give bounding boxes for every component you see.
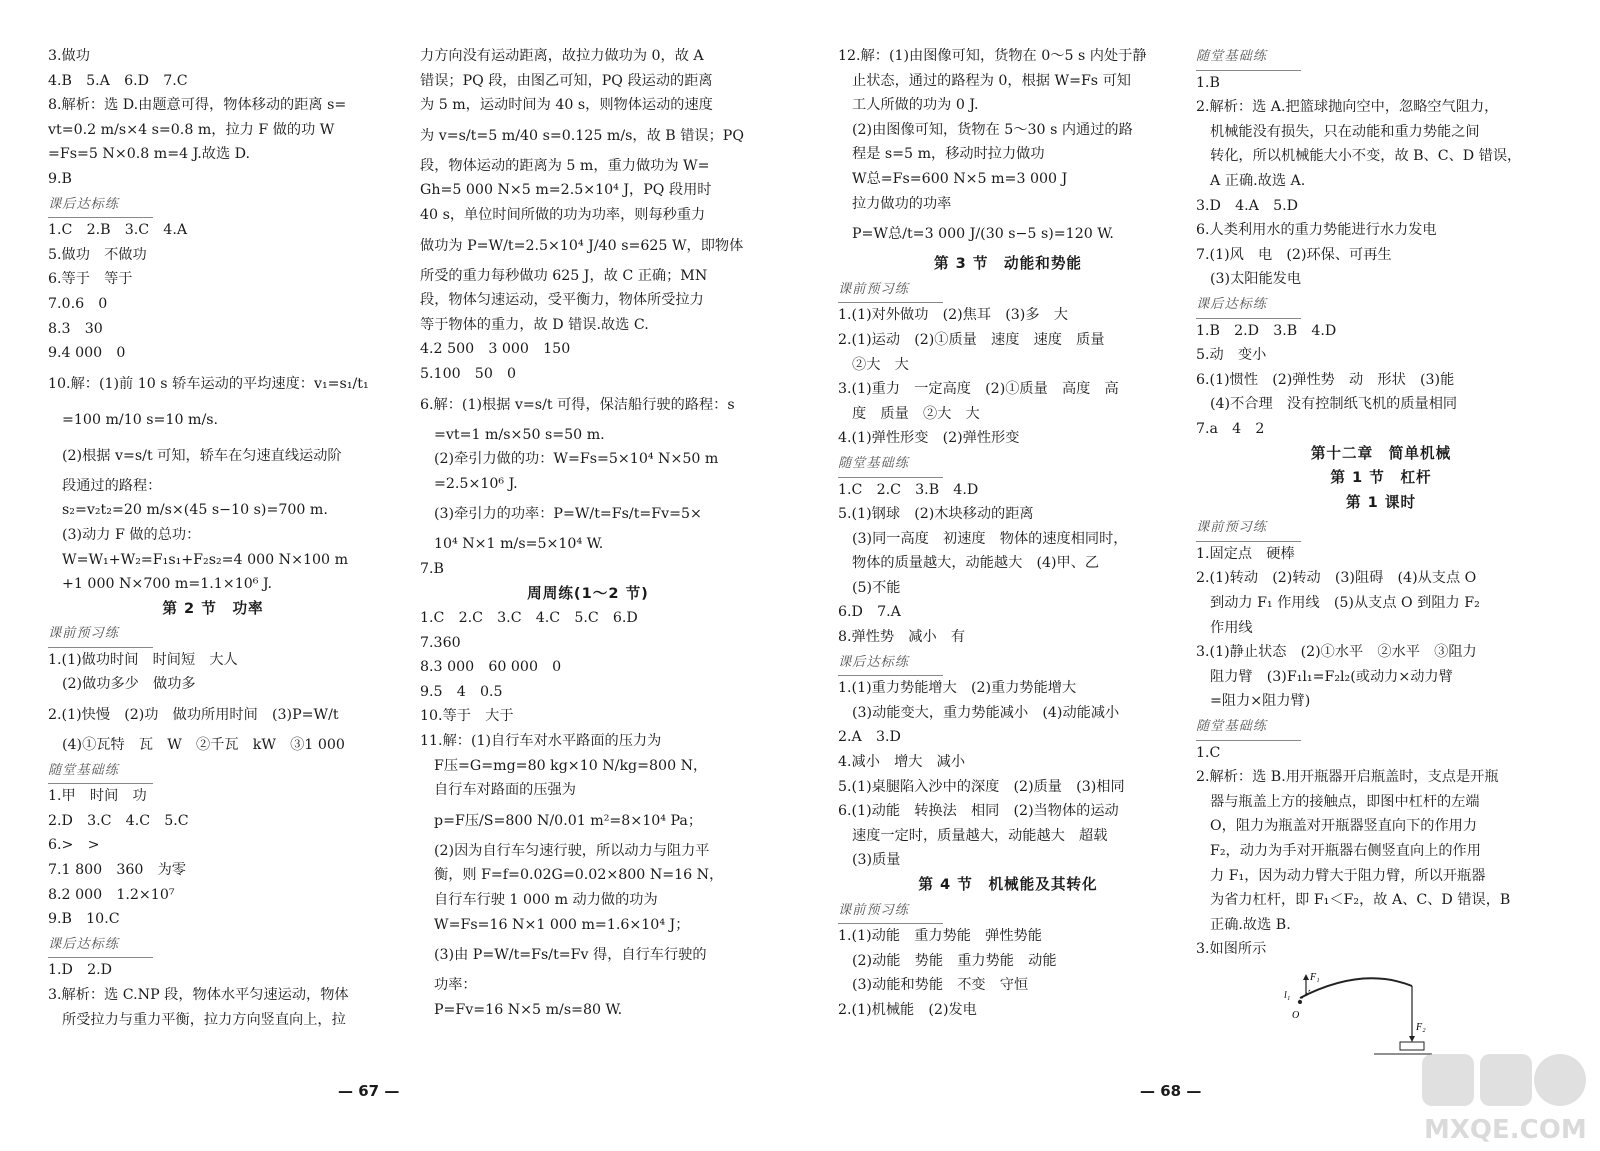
- answer-line: (3)牵引力的功率：P=W/t=Fs/t=Fv=5×: [434, 506, 702, 523]
- answer-line: 10.解：(1)前 10 s 轿车运动的平均速度：v₁=s₁/t₁: [48, 375, 369, 392]
- answer-line: 为省力杠杆，即 F₁＜F₂，故 A、C、D 错误，B: [1210, 892, 1511, 909]
- answer-line: p=F压/S=800 N/0.01 m²=8×10⁴ Pa；: [434, 812, 703, 829]
- answer-line: 到动力 F₁ 作用线 (5)从支点 O 到阻力 F₂: [1210, 595, 1480, 612]
- lever-diagram: [1282, 968, 1432, 1068]
- bottle-cap: [1400, 1042, 1424, 1050]
- answer-line: 5.100 50 0: [420, 365, 517, 382]
- answer-line: A 正确.故选 A.: [1210, 172, 1306, 189]
- answer-line: (3)质量: [852, 852, 901, 869]
- column-4: [1196, 44, 1566, 962]
- answer-line: 2.(1)运动 (2)①质量 速度 速度 质量: [838, 331, 1105, 348]
- answer-line: 5.(1)钢球 (2)木块移动的距离: [838, 506, 1034, 523]
- pivot-point: [1298, 1000, 1302, 1004]
- answer-line: 1.C 2.B 3.C 4.A: [48, 222, 188, 239]
- answer-line: 5.做功 不做功: [48, 246, 147, 263]
- answer-line: 6.> >: [48, 837, 100, 854]
- answer-line: 工人所做的功为 0 J.: [852, 97, 979, 114]
- section-tag: 课前预习练: [48, 622, 153, 648]
- answer-line: 力方向没有运动距离，故拉力做功为 0，故 A: [420, 48, 704, 64]
- answer-line: (3)由 P=W/t=Fs/t=Fv 得，自行车行驶的: [434, 947, 707, 964]
- o-label: O: [1292, 1010, 1300, 1021]
- answer-line: 1.B: [1196, 74, 1220, 91]
- answer-line: 1.固定点 硬棒: [1196, 545, 1295, 562]
- answer-line: (2)因为自行车匀速行驶，所以动力与阻力平: [434, 842, 710, 859]
- column-2: [420, 44, 756, 1022]
- answer-line: 2.(1)快慢 (2)功 做功所用时间 (3)P=W/t: [48, 707, 339, 724]
- answer-line: 11.解：(1)自行车对水平路面的压力为: [420, 733, 662, 750]
- section-heading: 周周练(1～2 节): [527, 584, 649, 602]
- section-tag-row: [48, 621, 378, 648]
- watermark-text: MXQE.COM: [1424, 1115, 1587, 1145]
- section-tag: 课后达标练: [48, 933, 153, 959]
- answer-line: 10.等于 大于: [420, 708, 514, 725]
- answer-line: 2.解析：选 B.用开瓶器开启瓶盖时，支点是开瓶: [1196, 769, 1499, 786]
- section-tag: 随堂基础练: [1196, 45, 1301, 71]
- answer-line: (3)动力 F 做的总功：: [62, 526, 201, 543]
- l1-label: l₁: [1284, 990, 1291, 1001]
- answer-line: 段，物体匀速运动，受平衡力，物体所受拉力: [420, 292, 704, 309]
- answer-line: 6.人类利用水的重力势能进行水力发电: [1196, 222, 1437, 239]
- answer-line: 1.C 2.C 3.B 4.D: [838, 481, 979, 498]
- answer-line: (5)不能: [852, 579, 901, 596]
- answer-line: 12.解：(1)由图像可知，货物在 0～5 s 内处于静: [838, 48, 1147, 64]
- answer-line: (2)牵引力做的功：W=Fs=5×10⁴ N×50 m: [434, 451, 719, 468]
- answer-line: W=W₁+W₂=F₁s₁+F₂s₂=4 000 N×100 m: [62, 551, 349, 568]
- answer-line: 8.3 000 60 000 0: [420, 659, 562, 676]
- answer-line: =2.5×10⁶ J.: [434, 475, 518, 492]
- section-heading: 第 1 节 杠杆: [1330, 469, 1432, 487]
- answer-line: (3)动能和势能 不变 守恒: [852, 977, 1029, 994]
- answer-line: (4)①瓦特 瓦 W ②千瓦 kW ③1 000: [62, 737, 345, 754]
- answer-line: 8.弹性势 减小 有: [838, 629, 966, 646]
- answer-line: 自行车行驶 1 000 m 动力做的功为: [434, 892, 658, 909]
- answer-line: 6.解：(1)根据 v=s/t 可得，保洁船行驶的路程：s: [420, 396, 735, 413]
- answer-line: 7.0.6 0: [48, 295, 108, 312]
- answer-line: 9.4 000 0: [48, 345, 126, 362]
- answer-line: 4.减小 增大 减小: [838, 754, 966, 771]
- section-tag: 课前预习练: [838, 899, 943, 925]
- answer-line: Gh=5 000 N×5 m=2.5×10⁴ J，PQ 段用时: [420, 182, 712, 199]
- answer-line: 6.等于 等于: [48, 271, 133, 288]
- answer-line: 错误；PQ 段，由图乙可知，PQ 段运动的距离: [420, 72, 713, 89]
- answer-line: 力 F₁，因为动力臂大于阻力臂，所以开瓶器: [1210, 867, 1486, 884]
- answer-line: 5.(1)桌腿陷入沙中的深度 (2)质量 (3)相同: [838, 778, 1125, 795]
- answer-line: F压=G=mg=80 kg×10 N/kg=800 N，: [434, 757, 708, 774]
- section-tag: 课前预习练: [838, 278, 943, 304]
- answer-line: 作用线: [1210, 619, 1253, 636]
- answer-line: 所受拉力与重力平衡，拉力方向竖直向上，拉: [62, 1011, 346, 1028]
- answer-line: (4)不合理 没有控制纸飞机的质量相同: [1210, 396, 1458, 413]
- section-tag: 随堂基础练: [48, 759, 153, 785]
- answer-line: 等于物体的重力，故 D 错误.故选 C.: [420, 316, 649, 333]
- section-tag-row: [1196, 44, 1566, 71]
- answer-line: 转化，所以机械能大小不变，故 B、C、D 错误，: [1210, 148, 1522, 165]
- answer-line: 7.a 4 2: [1196, 420, 1265, 437]
- answer-line: 2.A 3.D: [838, 729, 901, 746]
- answer-line: 程是 s=5 m，移动时拉力做功: [852, 146, 1045, 163]
- answer-line: 阻力臂 (3)F₁l₁=F₂l₂(或动力×动力臂: [1210, 668, 1453, 685]
- section-heading: 第 4 节 机械能及其转化: [918, 876, 1098, 893]
- page-number-left: — 67 —: [338, 1082, 400, 1100]
- answer-line: 1.C: [1196, 744, 1221, 761]
- answer-line: 7.(1)风 电 (2)环保、可再生: [1196, 246, 1392, 263]
- f1-label: F₁: [1310, 972, 1320, 983]
- section-tag-row: [48, 932, 378, 959]
- answer-line: P=W总/t=3 000 J/(30 s−5 s)=120 W.: [852, 226, 1114, 243]
- answer-line: 段通过的路程：: [62, 477, 162, 494]
- answer-line: 2.(1)机械能 (2)发电: [838, 1001, 977, 1018]
- section-heading: 第 3 节 动能和势能: [933, 255, 1083, 273]
- section-tag: 课后达标练: [1196, 293, 1301, 319]
- answer-line: 7.360: [420, 634, 461, 651]
- answer-line: 为 v=s/t=5 m/40 s=0.125 m/s，故 B 错误；PQ: [420, 127, 744, 144]
- answer-line: 为 5 m，运动时间为 40 s，则物体运动的速度: [420, 97, 713, 114]
- answer-line: 做功为 P=W/t=2.5×10⁴ J/40 s=625 W，即物体: [420, 237, 744, 254]
- answer-line: 3.解析：选 C.NP 段，物体水平匀速运动，物体: [48, 987, 349, 1003]
- answer-line: 2.(1)转动 (2)转动 (3)阻碍 (4)从支点 O: [1196, 570, 1477, 587]
- answer-line: F₂，动力为手对开瓶器右侧竖直向上的作用: [1210, 843, 1481, 859]
- answer-line: (2)根据 v=s/t 可知，轿车在匀速直线运动阶: [62, 447, 342, 464]
- answer-line: 5.动 变小: [1196, 347, 1267, 364]
- watermark-logo: [1418, 1050, 1588, 1146]
- section-tag: 课前预习练: [1196, 516, 1301, 542]
- section-heading: 第 1 课时: [1345, 493, 1417, 511]
- answer-line: 3.D 4.A 5.D: [1196, 197, 1298, 214]
- column-3: [838, 44, 1178, 1023]
- answer-line: =Fs=5 N×0.8 m=4 J.故选 D.: [48, 146, 251, 163]
- answer-line: 功率：: [434, 977, 477, 994]
- answer-line: 衡，则 F=f=0.02G=0.02×800 N=16 N，: [434, 867, 724, 884]
- answer-line: (3)太阳能发电: [1210, 271, 1302, 288]
- answer-line: 物体的质量越大，动能越大 (4)甲、乙: [852, 555, 1100, 572]
- answer-line: =vt=1 m/s×50 s=50 m.: [434, 426, 605, 443]
- answer-line: 7.1 800 360 为零: [48, 862, 186, 879]
- answer-line: 8.2 000 1.2×10⁷: [48, 886, 175, 903]
- answer-line: 1.(1)重力势能增大 (2)重力势能增大: [838, 680, 1077, 697]
- answer-line: 3.(1)重力 一定高度 (2)①质量 高度 高: [838, 381, 1119, 398]
- section-tag-row: [838, 650, 1178, 677]
- answer-line: 自行车对路面的压强为: [434, 782, 576, 799]
- section-tag-row: [1196, 515, 1566, 542]
- answer-line: P=Fv=16 N×5 m/s=80 W.: [434, 1001, 623, 1018]
- answer-line: =阻力×阻力臂): [1210, 693, 1311, 710]
- answer-line: 1.(1)动能 重力势能 弹性势能: [838, 928, 1042, 945]
- answer-line: 度 质量 ②大 大: [852, 405, 980, 422]
- section-tag: 课后达标练: [48, 193, 153, 219]
- answer-line: +1 000 N×700 m=1.1×10⁶ J.: [62, 576, 273, 593]
- page-number-right: — 68 —: [1140, 1082, 1202, 1100]
- section-tag-row: [838, 277, 1178, 304]
- answer-line: 10⁴ N×1 m/s=5×10⁴ W.: [434, 536, 604, 553]
- answer-line: 6.(1)惯性 (2)弹性势 动 形状 (3)能: [1196, 371, 1455, 388]
- column-1: [48, 44, 378, 1032]
- answer-line: 2.解析：选 A.把篮球抛向空中，忽略空气阻力，: [1196, 99, 1499, 116]
- section-tag: 课后达标练: [838, 651, 943, 677]
- f2-label: F₂: [1416, 1022, 1426, 1033]
- section-tag-row: [48, 758, 378, 785]
- answer-line: 段，物体运动的距离为 5 m，重力做功为 W=: [420, 157, 710, 174]
- answer-line: vt=0.2 m/s×4 s=0.8 m，拉力 F 做的功 W: [48, 121, 335, 138]
- section-heading: 第 2 节 功率: [162, 599, 264, 617]
- answer-line: O，阻力为瓶盖对开瓶器竖直向下的作用力: [1210, 818, 1478, 835]
- answer-line: 4.B 5.A 6.D 7.C: [48, 72, 188, 89]
- answer-line: 3.(1)静止状态 (2)①水平 ②水平 ③阻力: [1196, 644, 1477, 661]
- answer-line: 9.5 4 0.5: [420, 683, 503, 700]
- answer-line: 1.(1)做功时间 时间短 大人: [48, 651, 238, 668]
- answer-line: ②大 大: [852, 356, 909, 373]
- answer-line: 3.如图所示: [1196, 941, 1267, 958]
- answer-line: W=Fs=16 N×1 000 m=1.6×10⁴ J；: [434, 916, 690, 933]
- answer-line: (2)做功多少 做功多: [62, 676, 196, 693]
- section-tag: 随堂基础练: [1196, 715, 1301, 741]
- answer-line: =100 m/10 s=10 m/s.: [62, 411, 219, 428]
- answer-line: 速度一定时，质量越大，动能越大 超载: [852, 827, 1108, 844]
- answer-line: 器与瓶盖上方的接触点，即图中杠杆的左端: [1210, 793, 1480, 810]
- answer-line: s₂=v₂t₂=20 m/s×(45 s−10 s)=700 m.: [62, 502, 328, 519]
- section-tag-row: [838, 451, 1178, 478]
- answer-line: 6.D 7.A: [838, 604, 901, 621]
- answer-line: 9.B 10.C: [48, 911, 120, 928]
- answer-line: 1.C 2.C 3.C 4.C 5.C 6.D: [420, 610, 638, 627]
- answer-line: 所受的重力每秒做功 625 J，故 C 正确；MN: [420, 267, 708, 284]
- answer-line: 正确.故选 B.: [1210, 916, 1291, 933]
- answer-line: 止状态，通过的路程为 0，根据 W=Fs 可知: [852, 72, 1131, 89]
- answer-line: (3)动能变大，重力势能减小 (4)动能减小: [852, 704, 1120, 721]
- answer-line: 4.2 500 3 000 150: [420, 341, 571, 358]
- answer-line: 8.解析：选 D.由题意可得，物体移动的距离 s=: [48, 97, 347, 114]
- answer-line: (3)同一高度 初速度 物体的速度相同时，: [852, 530, 1128, 547]
- answer-line: W总=Fs=600 N×5 m=3 000 J: [852, 170, 1068, 187]
- answer-line: 8.3 30: [48, 320, 103, 337]
- answer-line: 1.(1)对外做功 (2)焦耳 (3)多 大: [838, 307, 1068, 324]
- answer-line: 6.(1)动能 转换法 相同 (2)当物体的运动: [838, 803, 1119, 820]
- answer-line: 4.(1)弹性形变 (2)弹性形变: [838, 430, 1020, 447]
- section-tag-row: [1196, 714, 1566, 741]
- answer-line: 3.做功: [48, 48, 90, 64]
- answer-line: (2)由图像可知，货物在 5～30 s 内通过的路: [852, 121, 1133, 138]
- answer-line: 7.B: [420, 560, 444, 577]
- answer-line: 9.B: [48, 170, 72, 187]
- answer-line: 拉力做功的功率: [852, 195, 952, 212]
- section-heading: 第十二章 简单机械: [1310, 444, 1452, 462]
- section-tag-row: [48, 192, 378, 219]
- section-tag-row: [838, 898, 1178, 925]
- answer-line: 1.B 2.D 3.B 4.D: [1196, 322, 1337, 339]
- answer-line: 2.D 3.C 4.C 5.C: [48, 812, 189, 829]
- section-tag-row: [1196, 292, 1566, 319]
- answer-line: 1.甲 时间 功: [48, 788, 147, 805]
- answer-line: 1.D 2.D: [48, 962, 113, 979]
- answer-line: (2)动能 势能 重力势能 动能: [852, 952, 1057, 969]
- answer-line: 40 s，单位时间所做的功为功率，则每秒重力: [420, 206, 706, 223]
- answer-line: 机械能没有损失，只在动能和重力势能之间: [1210, 123, 1480, 140]
- section-tag: 随堂基础练: [838, 452, 943, 478]
